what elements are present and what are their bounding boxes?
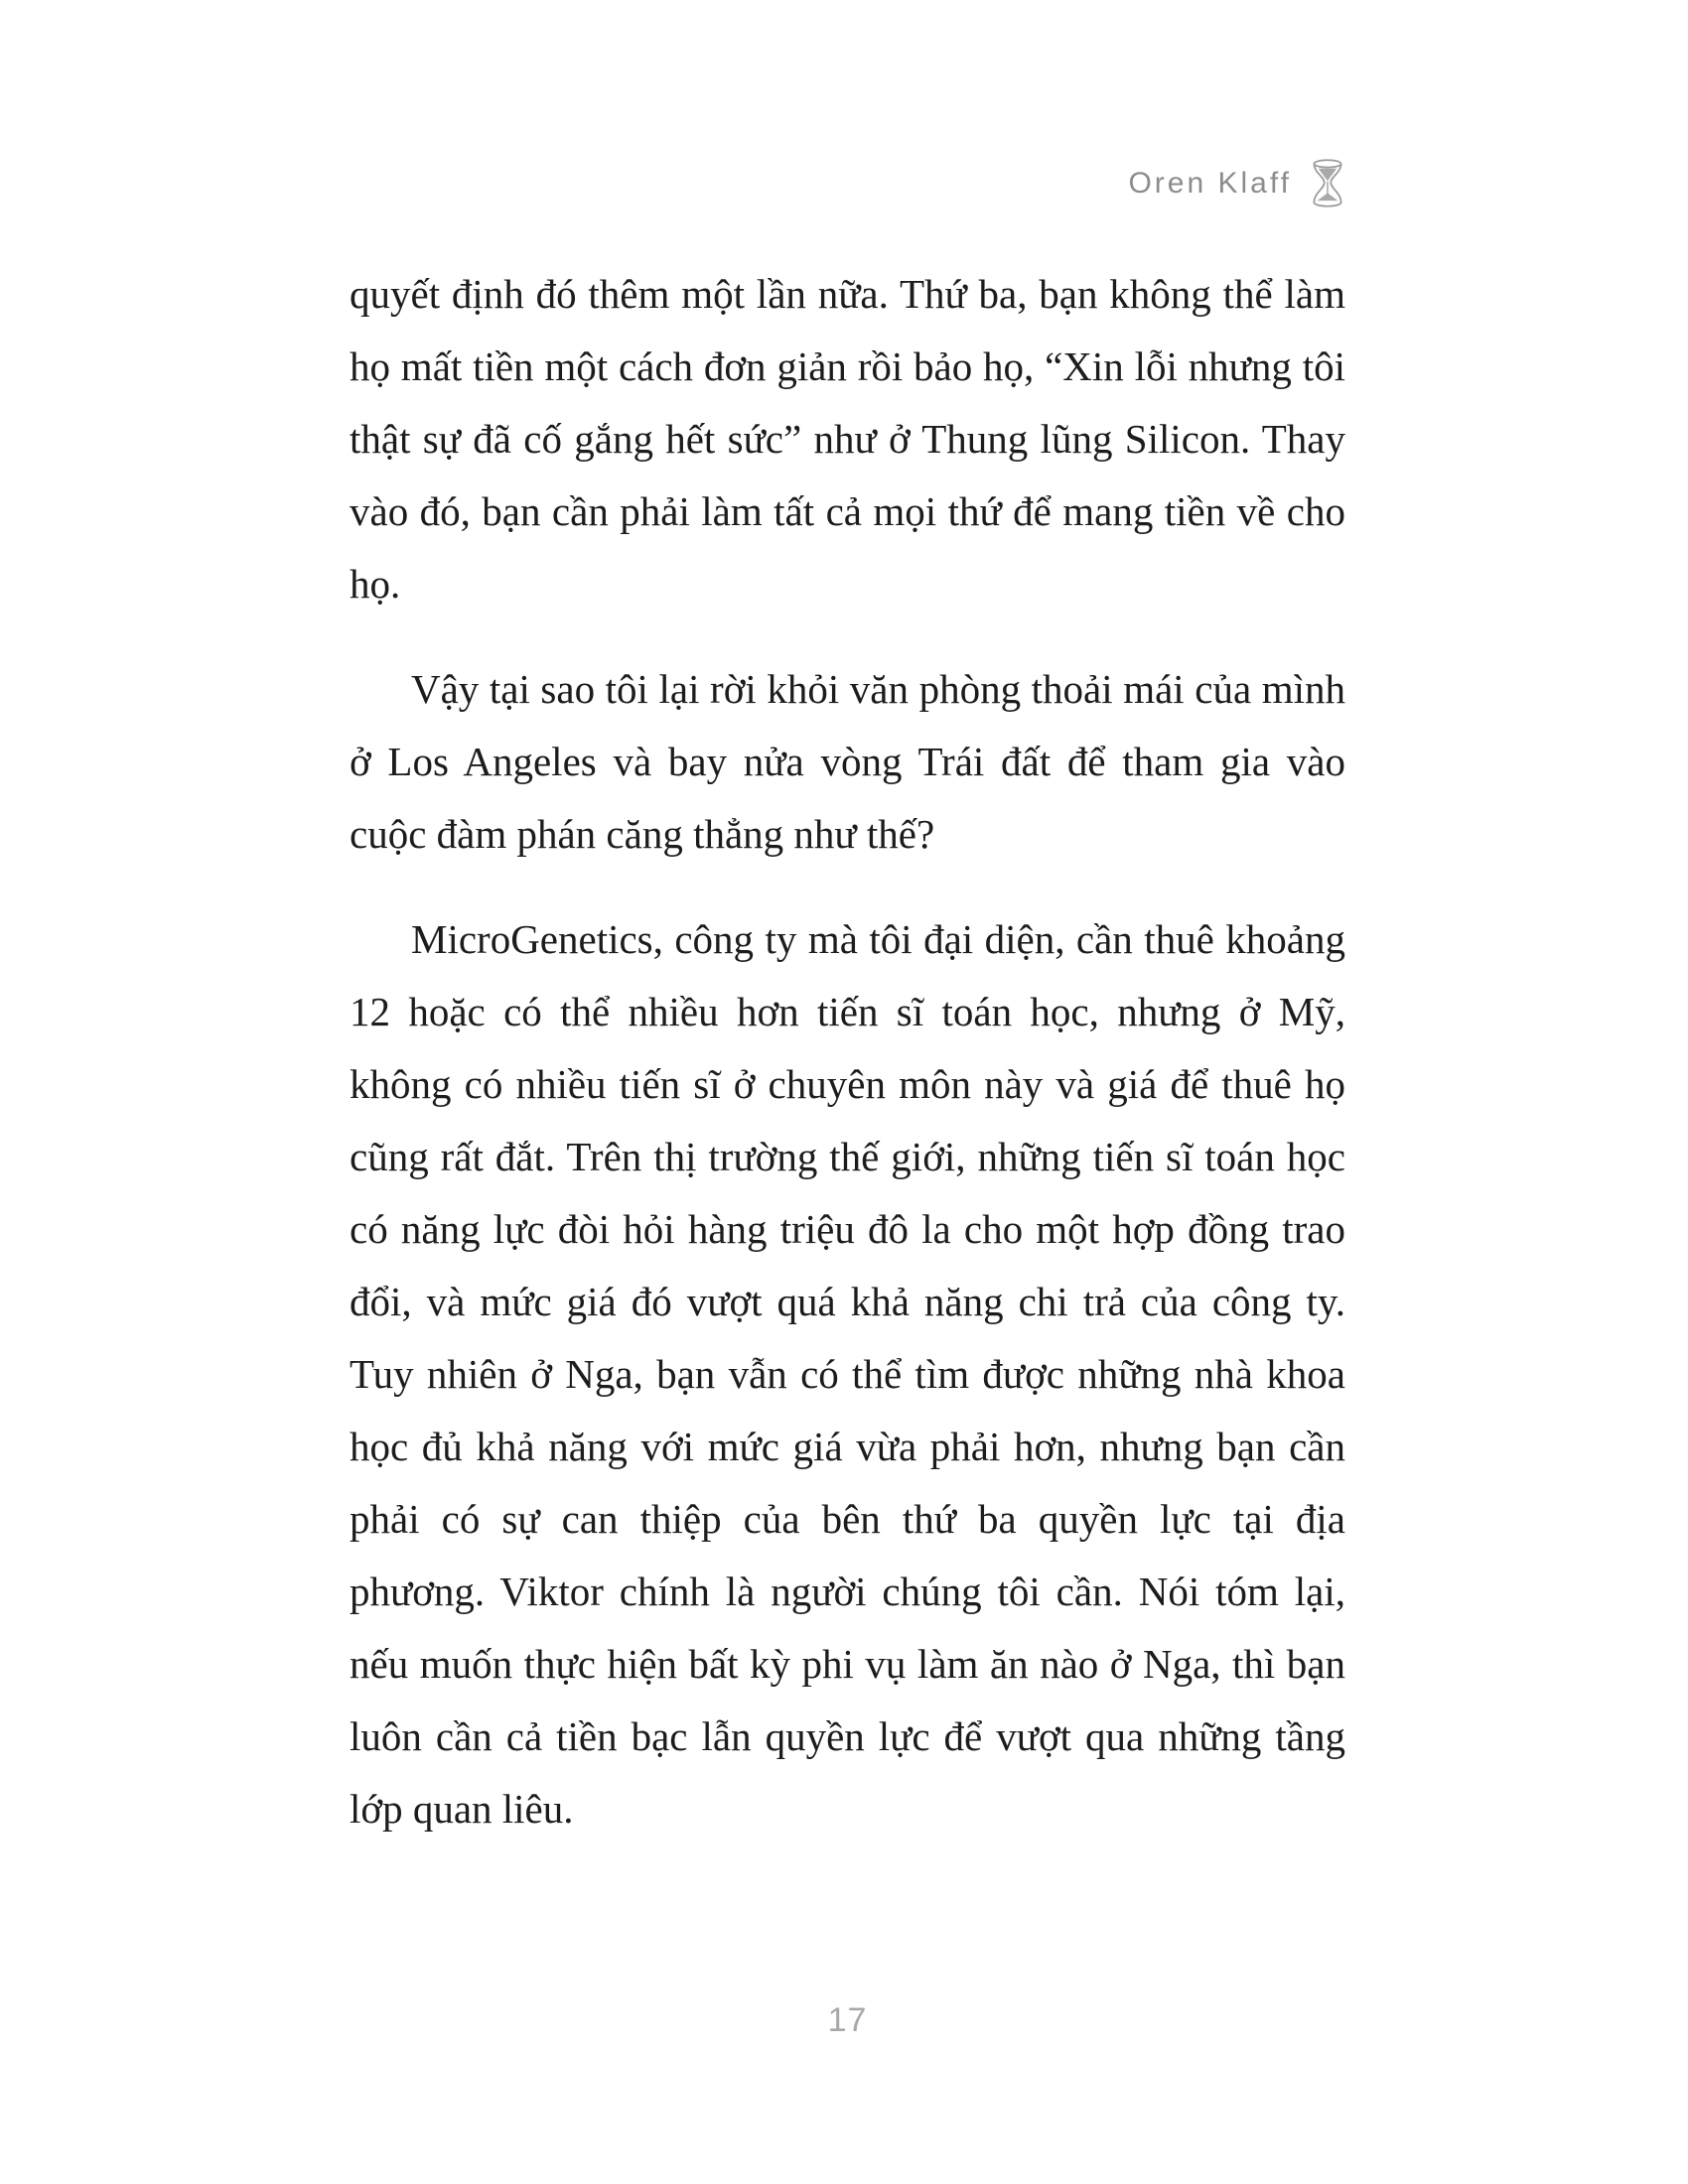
paragraph-microgenetics: MicroGenetics, công ty mà tôi đại diện, cần thuê khoảng 12 hoặc có thể nhiều hơn tiến sĩ toán học, nhưng ở Mỹ, không có nhiều tiến sĩ ở chuyên môn này và giá để thuê họ cũng rất đắt. Trên thị trường thế giới, những tiến sĩ toán học có năng lực đòi hỏi hàng triệu đô la cho một hợp đồng trao đổi, và mức giá đó vượt quá khả năng chi trả của công ty. Tuy nhiên ở Nga, bạn vẫn có thể tìm được những nhà khoa học đủ khả năng với mức giá vừa phải hơn, nhưng bạn cần phải có sự can thiệp của bên thứ ba quyền lực tại địa phương. Viktor chính là người chúng tôi cần. Nói tóm lại, nếu muốn thực hiện bất kỳ phi vụ làm ăn nào ở Nga, thì bạn luôn cần cả tiền bạc lẫn quyền lực để vượt qua những tầng lớp quan liêu. [350,916,1345,1832]
paragraph-question: Vậy tại sao tôi lại rời khỏi văn phòng thoải mái của mình ở Los Angeles và bay nửa vòng Trái đất để tham gia vào cuộc đàm phán căng thẳng như thế? [350,666,1345,857]
page-body [350,258,1345,1878]
hourglass-icon [1310,159,1345,208]
running-header [350,159,1345,208]
page-number: 17 [827,2001,868,2039]
paragraph-continuation: quyết định đó thêm một lần nữa. Thứ ba, bạn không thể làm họ mất tiền một cách đơn giản rồi bảo họ, “Xin lỗi nhưng tôi thật sự đã cố gắng hết sức” như ở Thung lũng Silicon. Thay vào đó, bạn cần phải làm tất cả mọi thứ để mang tiền về cho họ. [350,271,1345,607]
page-footer [350,2001,1345,2040]
running-header-author: Oren Klaff [1128,167,1292,200]
